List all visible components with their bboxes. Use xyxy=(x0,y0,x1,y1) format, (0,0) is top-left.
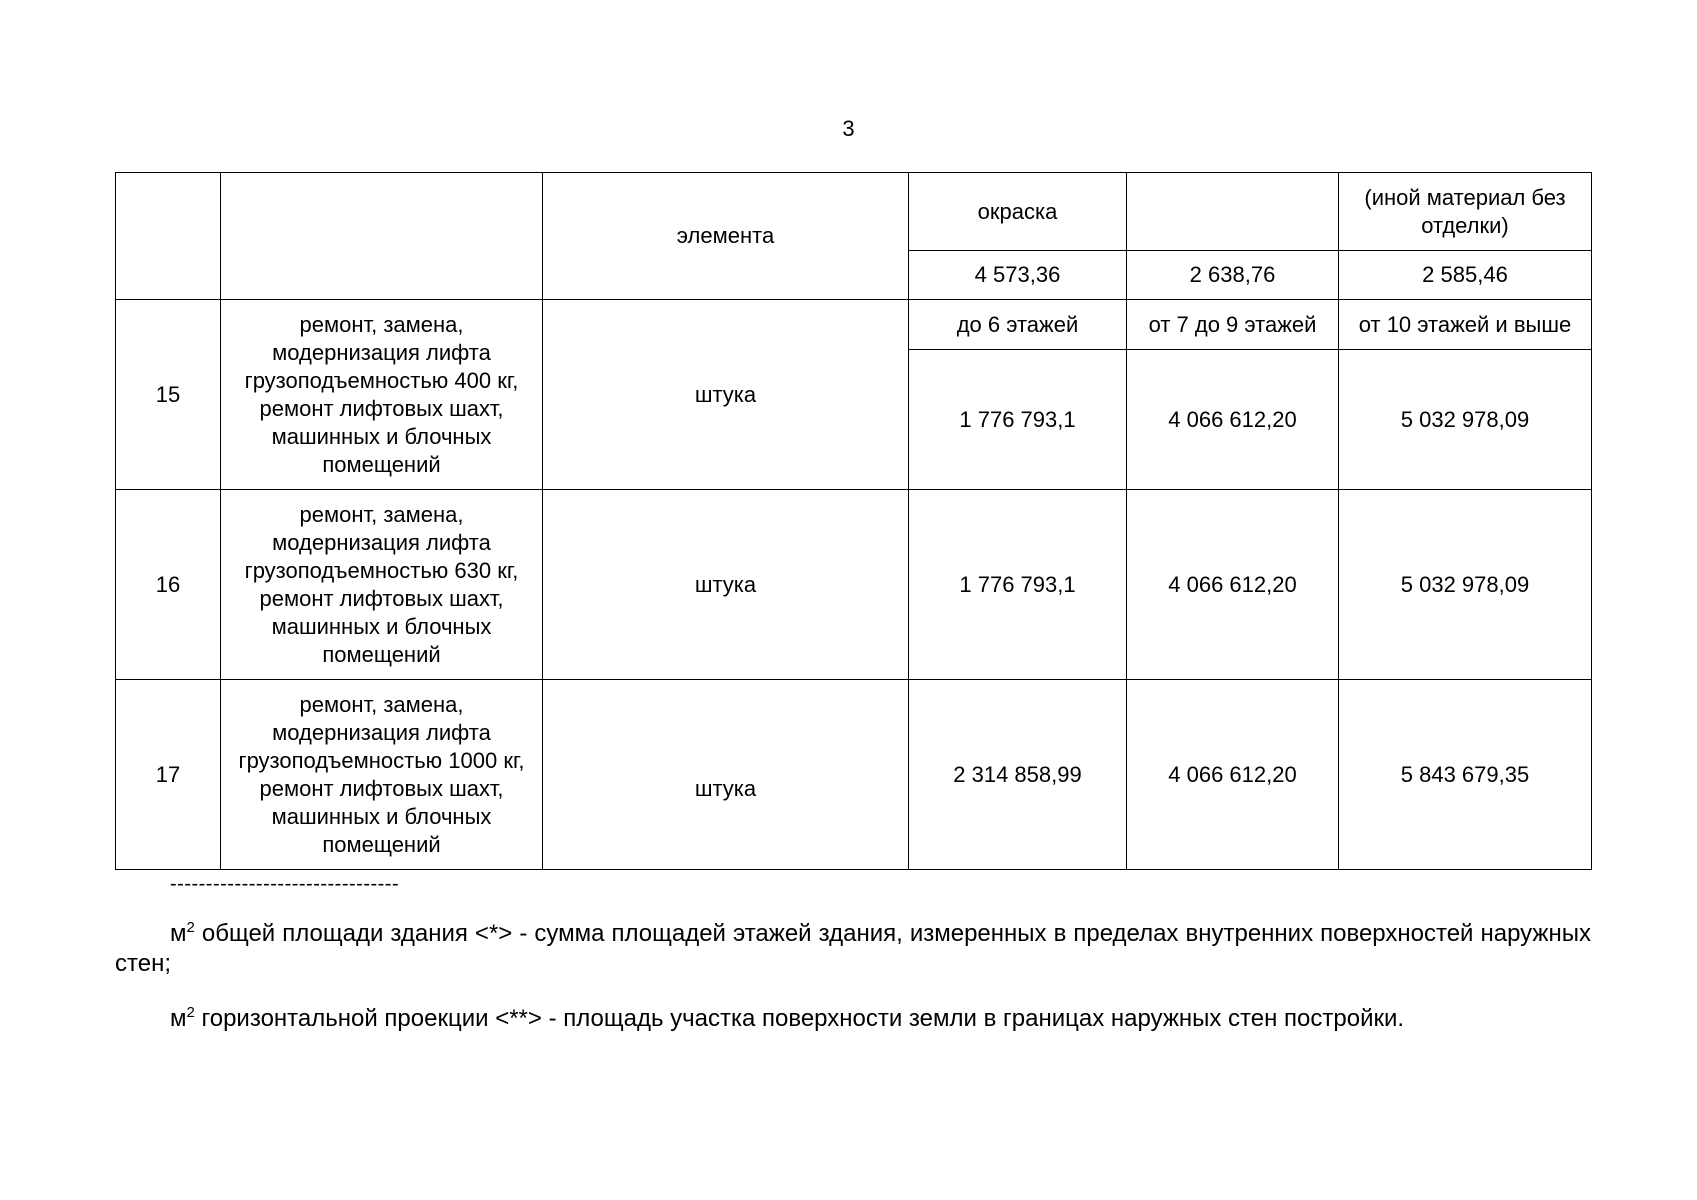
header-value-cell: 4 573,36 xyxy=(909,251,1127,300)
row-unit-cell: штука xyxy=(543,300,909,490)
floors-header-cell: от 7 до 9 этажей xyxy=(1127,300,1339,350)
value-cell: 4 066 612,20 xyxy=(1127,680,1339,870)
value-cell: 4 066 612,20 xyxy=(1127,490,1339,680)
row-number-cell: 15 xyxy=(116,300,221,490)
price-table xyxy=(115,172,1592,870)
table-row xyxy=(116,300,1592,350)
table-row xyxy=(116,490,1592,680)
row-number-cell: 16 xyxy=(116,490,221,680)
page-number: 3 xyxy=(842,116,855,141)
value-cell: 5 843 679,35 xyxy=(1339,680,1592,870)
footnote-total-area xyxy=(115,919,1591,979)
value-cell: 5 032 978,09 xyxy=(1339,350,1592,490)
footnote-separator: -------------------------------- xyxy=(170,873,400,895)
value-cell: 4 066 612,20 xyxy=(1127,350,1339,490)
header-name-cell xyxy=(221,173,543,300)
row-name-cell: ремонт, замена, модернизация лифта грузоподъемностью 1000 кг, ремонт лифтовых шахт, машинных и блочных помещений xyxy=(221,680,543,870)
header-unit-cell: элемента xyxy=(543,173,909,300)
header-col3-cell: (иной материал без отделки) xyxy=(1339,173,1592,251)
row-name-cell: ремонт, замена, модернизация лифта грузоподъемностью 400 кг, ремонт лифтовых шахт, машинных и блочных помещений xyxy=(221,300,543,490)
footnote-unit: м xyxy=(170,1005,187,1032)
footnote-text: общей площади здания <*> - сумма площадей этажей здания, измеренных в пределах внутренних поверхностей наружных стен; xyxy=(115,920,1591,977)
header-value-cell: 2 585,46 xyxy=(1339,251,1592,300)
footnote-superscript: 2 xyxy=(186,1004,195,1021)
table-row xyxy=(116,680,1592,870)
row-number-cell: 17 xyxy=(116,680,221,870)
footnote-superscript: 2 xyxy=(186,919,195,936)
table-header-row xyxy=(116,173,1592,251)
value-cell: 5 032 978,09 xyxy=(1339,490,1592,680)
value-cell: 1 776 793,1 xyxy=(909,490,1127,680)
header-col2-cell xyxy=(1127,173,1339,251)
value-cell: 2 314 858,99 xyxy=(909,680,1127,870)
value-cell: 1 776 793,1 xyxy=(909,350,1127,490)
floors-header-cell: от 10 этажей и выше xyxy=(1339,300,1592,350)
footnote-unit: м xyxy=(170,920,187,947)
floors-header-cell: до 6 этажей xyxy=(909,300,1127,350)
footnote-horizontal-projection xyxy=(115,1004,1591,1034)
header-num-cell xyxy=(116,173,221,300)
header-col1-cell: окраска xyxy=(909,173,1127,251)
header-value-cell: 2 638,76 xyxy=(1127,251,1339,300)
row-unit-cell: штука xyxy=(543,490,909,680)
row-name-cell: ремонт, замена, модернизация лифта грузоподъемностью 630 кг, ремонт лифтовых шахт, машинных и блочных помещений xyxy=(221,490,543,680)
row-unit-cell: штука xyxy=(543,680,909,870)
footnote-text: горизонтальной проекции <**> - площадь участка поверхности земли в границах наружных стен постройки. xyxy=(194,1005,1405,1032)
